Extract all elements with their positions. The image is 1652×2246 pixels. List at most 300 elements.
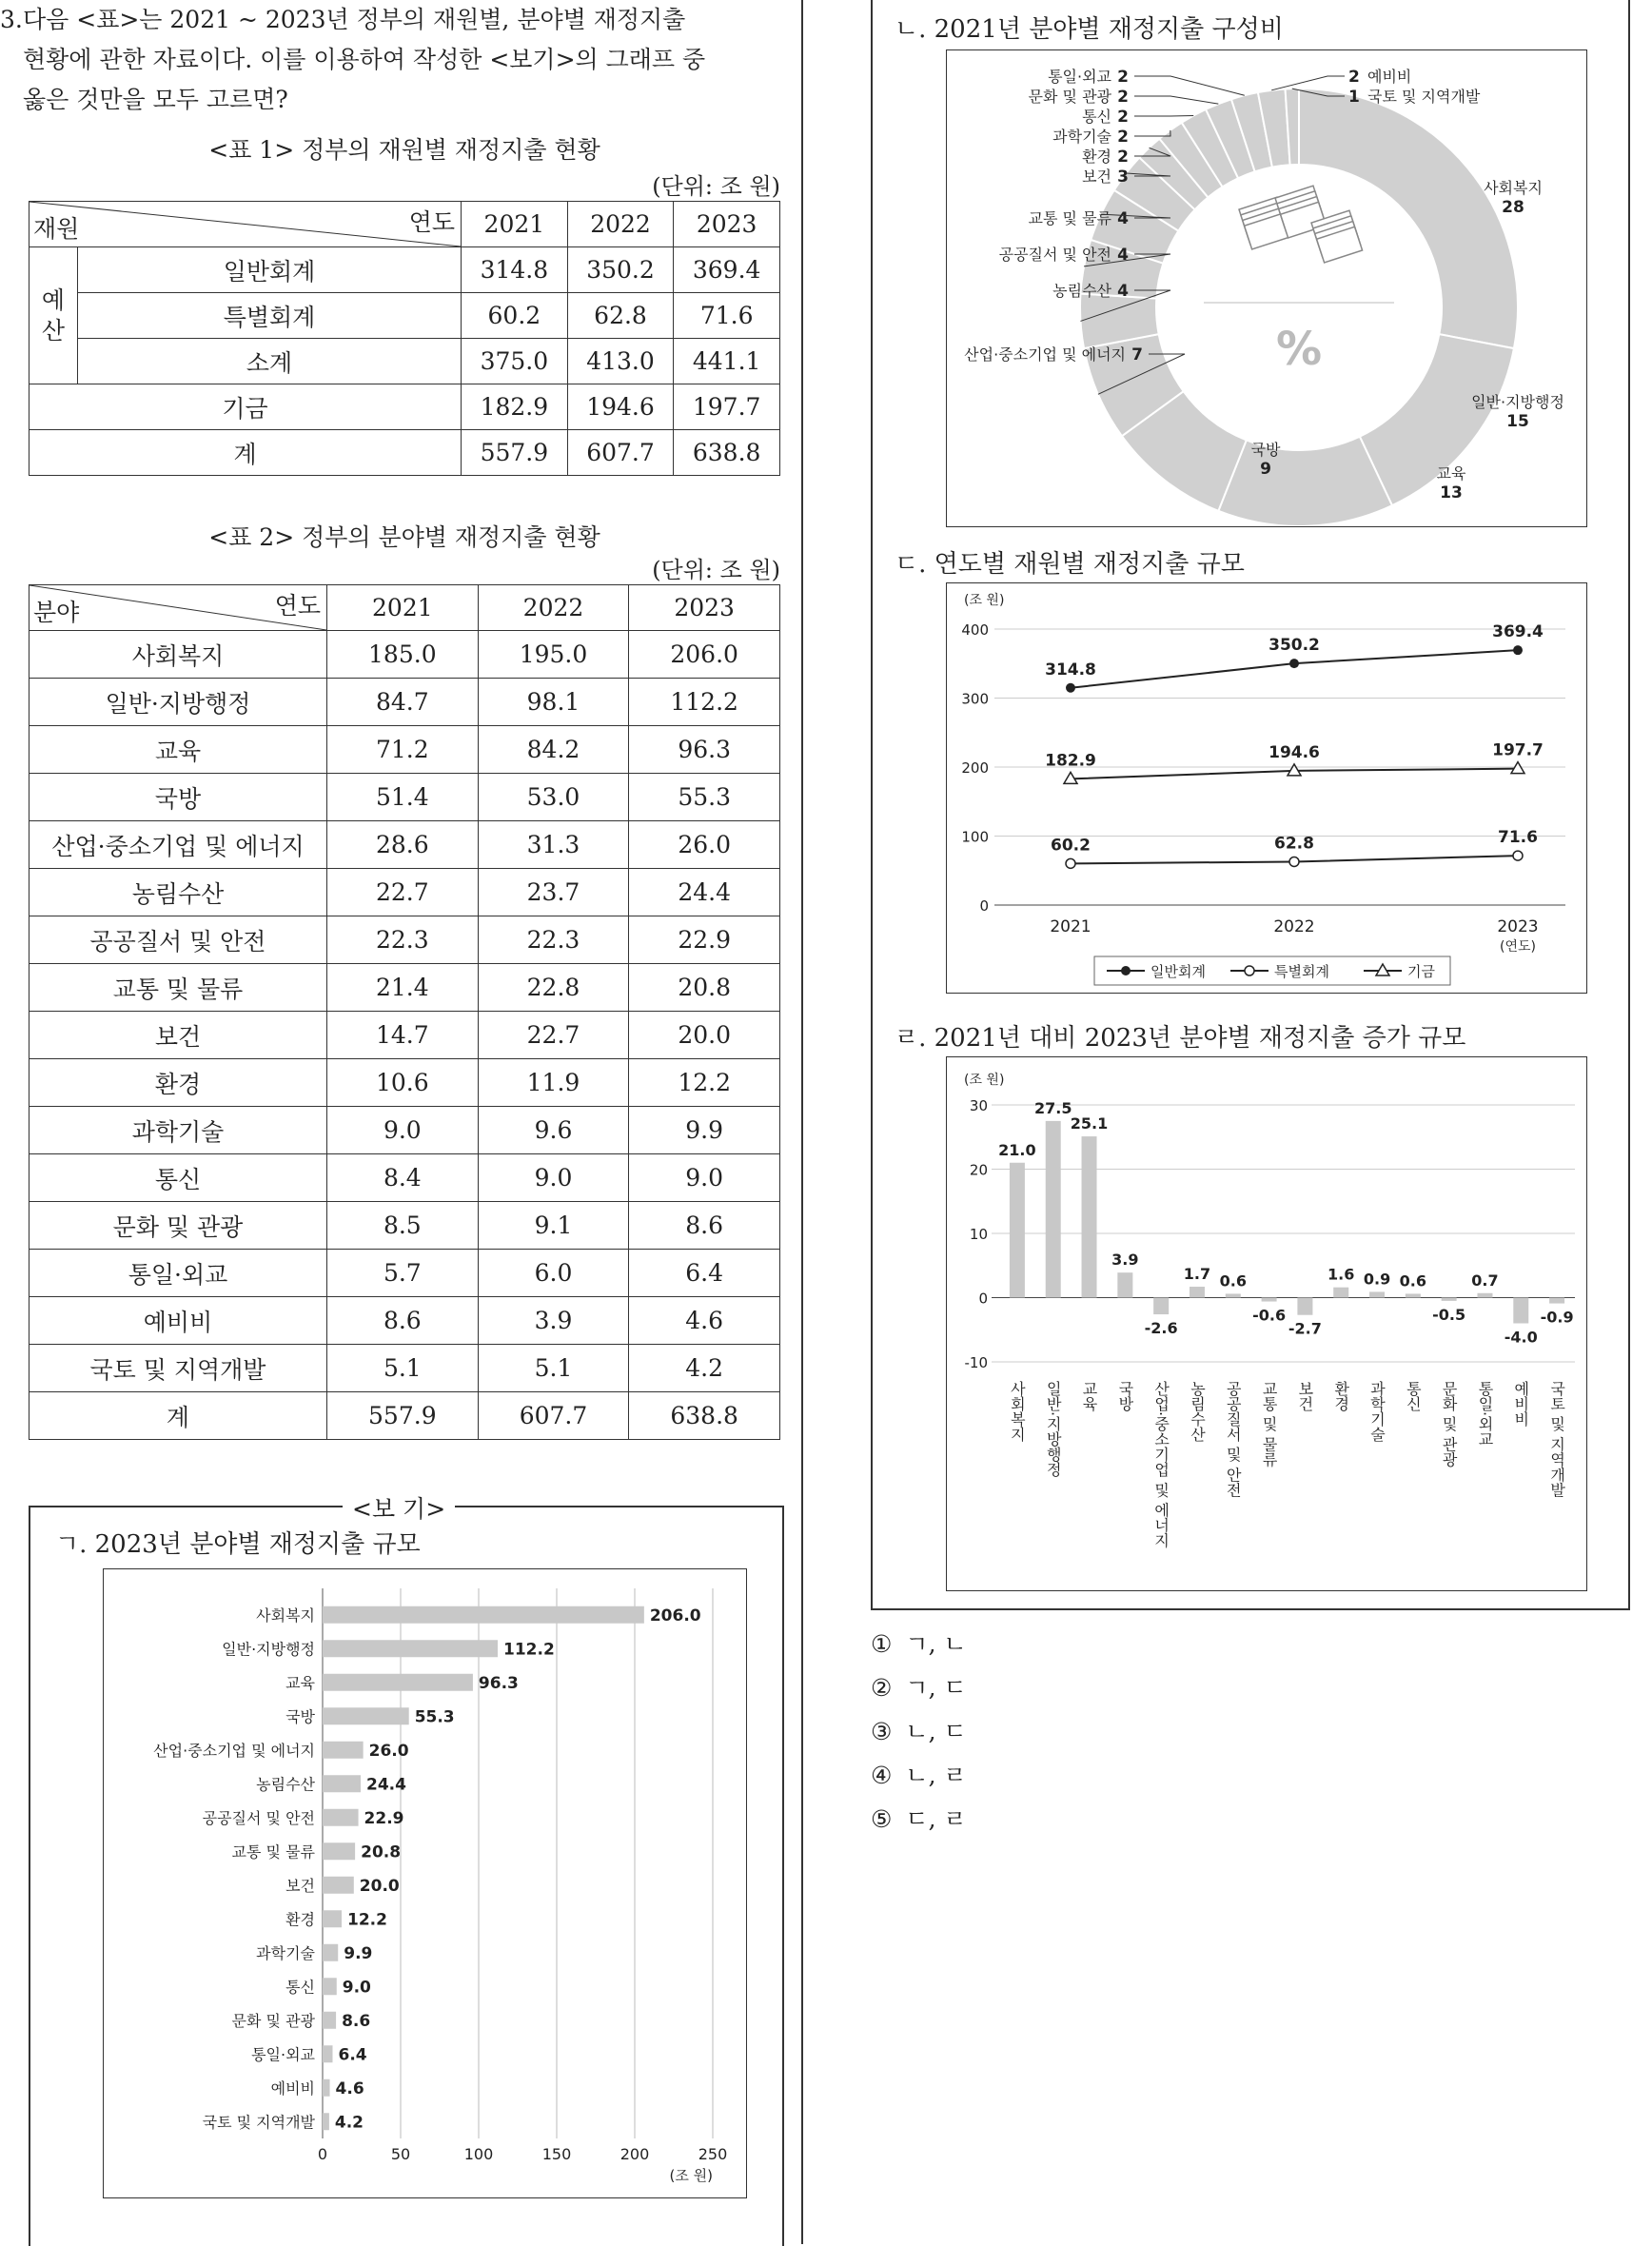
chart-c [947, 583, 1586, 993]
choice-mark: ④ [871, 1762, 893, 1789]
data-label: 4.2 [334, 2113, 364, 2133]
row-label: 일반·지방행정 [30, 679, 327, 726]
cell: 195.0 [478, 631, 629, 679]
cell: 314.8 [462, 247, 568, 293]
data-label: 12.2 [347, 1910, 387, 1930]
data-label: 1.6 [1328, 1265, 1355, 1284]
table2-year: 2022 [478, 585, 629, 631]
slice-label: 공공질서 및 안전 [998, 246, 1111, 264]
category-label: 농림수산 [1188, 1381, 1207, 1442]
bar [323, 1640, 498, 1657]
cell: 5.7 [327, 1250, 479, 1297]
choice-option[interactable] [871, 1666, 967, 1710]
row-label: 통일·외교 [30, 1250, 327, 1297]
slice-label: 문화 및 관광 [1028, 88, 1111, 106]
bar [323, 2045, 332, 2062]
bar [1190, 1287, 1205, 1297]
slice-label: 교육 [1436, 464, 1466, 483]
category-label: 예비비 [270, 2079, 315, 2098]
slice-value: 2 [1117, 108, 1129, 127]
category-label: 교통 및 물류 [231, 1842, 315, 1862]
category-label: 통일·외교 [251, 2045, 315, 2064]
slice-label: 사회복지 [1484, 179, 1543, 197]
data-label: 9.0 [342, 1978, 371, 1998]
table2-caption: <표 2> 정부의 분야별 재정지출 현황 [208, 523, 600, 551]
table-row [30, 726, 780, 774]
cell: 14.7 [327, 1012, 479, 1059]
row-label: 기금 [30, 384, 462, 430]
bar [1010, 1163, 1025, 1298]
row-label: 과학기술 [30, 1107, 327, 1154]
category-label: 통일·외교 [1475, 1381, 1494, 1448]
table-row [30, 1345, 780, 1392]
cell: 22.7 [478, 1012, 629, 1059]
point [1066, 858, 1075, 868]
cell: 8.6 [327, 1297, 479, 1345]
cell: 607.7 [567, 430, 674, 476]
cell: 638.8 [629, 1392, 780, 1440]
slice-value: 13 [1440, 483, 1463, 502]
slice-label: 산업·중소기업 및 에너지 [964, 345, 1126, 364]
question-text-line3: 옳은 것만을 모두 고르면? [23, 86, 288, 113]
y-tick-label: 10 [969, 1226, 988, 1243]
bar [1117, 1272, 1132, 1297]
choice-option[interactable] [871, 1710, 967, 1754]
table2-year: 2023 [629, 585, 780, 631]
question [0, 0, 790, 120]
choice-text: ㄱ, ㄷ [905, 1674, 967, 1702]
cell: 71.6 [674, 293, 780, 339]
chart-b-title: ㄴ. 2021년 분야별 재정지출 구성비 [895, 15, 1284, 44]
x-tick-label: 0 [317, 2145, 328, 2163]
cell: 9.6 [478, 1107, 629, 1154]
slice-label: 예비비 [1367, 68, 1412, 86]
cell: 53.0 [478, 774, 629, 821]
cell: 197.7 [674, 384, 780, 430]
category-label: 공공질서 및 안전 [202, 1808, 315, 1827]
bar [1153, 1298, 1169, 1315]
slice-label: 국방 [1250, 441, 1281, 459]
table1-caption: <표 1> 정부의 재원별 재정지출 현황 [208, 136, 600, 164]
cell: 96.3 [629, 726, 780, 774]
data-label: 0.6 [1399, 1271, 1427, 1290]
cell: 20.0 [629, 1012, 780, 1059]
data-label: 20.0 [359, 1876, 400, 1896]
cell: 8.4 [327, 1154, 479, 1202]
choice-text: ㄴ, ㄹ [905, 1762, 967, 1789]
cell: 22.3 [327, 916, 479, 964]
cell: 12.2 [629, 1059, 780, 1107]
cell: 22.9 [629, 916, 780, 964]
point [1511, 762, 1524, 774]
row-label: 계 [30, 430, 462, 476]
cell: 98.1 [478, 679, 629, 726]
cell: 9.0 [629, 1154, 780, 1202]
chart-c-frame [946, 582, 1587, 994]
cell: 84.2 [478, 726, 629, 774]
data-label: 71.6 [1498, 828, 1538, 848]
cell: 28.6 [327, 821, 479, 869]
category-label: 공공질서 및 안전 [1224, 1381, 1243, 1498]
data-label: 182.9 [1045, 751, 1096, 771]
category-label: 농림수산 [256, 1775, 315, 1794]
y-unit-label: (조 원) [964, 1073, 1005, 1088]
chart-b-frame [946, 49, 1587, 527]
cell: 557.9 [462, 430, 568, 476]
cell: 11.9 [478, 1059, 629, 1107]
table-row [30, 679, 780, 726]
cell: 21.4 [327, 964, 479, 1012]
y-tick-label: 400 [961, 621, 989, 639]
category-label: 일반·지방행정 [222, 1640, 315, 1659]
cell: 9.9 [629, 1107, 780, 1154]
cell: 4.6 [629, 1297, 780, 1345]
table2 [29, 584, 780, 1440]
cell: 350.2 [567, 247, 674, 293]
data-label: 0.7 [1471, 1271, 1499, 1290]
cell: 8.5 [327, 1202, 479, 1250]
point [1289, 659, 1299, 668]
y-unit-label: (조 원) [964, 593, 1005, 608]
row-label: 소계 [78, 339, 462, 384]
cell: 9.1 [478, 1202, 629, 1250]
leader-line [1134, 96, 1218, 104]
data-label: 55.3 [414, 1707, 455, 1727]
cell: 441.1 [674, 339, 780, 384]
cell: 71.2 [327, 726, 479, 774]
chart-b [947, 50, 1586, 526]
legend [1094, 956, 1450, 985]
table-row [30, 916, 780, 964]
table-row [30, 1392, 780, 1440]
cell: 20.8 [629, 964, 780, 1012]
data-label: 112.2 [503, 1640, 555, 1660]
category-label: 산업·중소기업 및 에너지 [1151, 1381, 1170, 1548]
bar [1333, 1288, 1348, 1298]
category-label: 보건 [1295, 1381, 1314, 1411]
table-row [30, 339, 780, 384]
slice-value: 1 [1348, 88, 1360, 107]
cell: 22.7 [327, 869, 479, 916]
cell: 369.4 [674, 247, 780, 293]
category-label: 국방 [285, 1707, 315, 1726]
table2-unit: (단위: 조 원) [652, 557, 780, 583]
slice-label: 보건 [1082, 167, 1111, 186]
choice-text: ㄴ, ㄷ [905, 1718, 967, 1745]
cell: 557.9 [327, 1392, 479, 1440]
choice-option[interactable] [871, 1623, 967, 1666]
data-label: 26.0 [368, 1741, 409, 1761]
table-row [30, 821, 780, 869]
table2-corner-top: 연도 [274, 592, 321, 620]
category-label: 문화 및 관광 [1440, 1381, 1459, 1468]
row-label: 통신 [30, 1154, 327, 1202]
cell: 413.0 [567, 339, 674, 384]
data-label: -4.0 [1504, 1328, 1538, 1347]
cell: 62.8 [567, 293, 674, 339]
row-label: 문화 및 관광 [30, 1202, 327, 1250]
y-tick-label: 20 [969, 1161, 988, 1179]
cell: 23.7 [478, 869, 629, 916]
table-row [30, 774, 780, 821]
row-label: 예비비 [30, 1297, 327, 1345]
table1-corner-bottom: 재원 [33, 215, 80, 243]
bar [323, 1842, 355, 1860]
data-label: 20.8 [361, 1842, 402, 1862]
bar [1297, 1298, 1312, 1315]
table-row [30, 430, 780, 476]
data-label: 96.3 [478, 1673, 519, 1693]
data-label: -0.5 [1432, 1305, 1466, 1324]
data-label: -2.6 [1144, 1319, 1178, 1338]
choice-text: ㄱ, ㄴ [905, 1630, 967, 1658]
y-tick-label: 200 [961, 759, 989, 777]
category-label: 국방 [1115, 1381, 1134, 1411]
x-tick-label: 250 [698, 2145, 728, 2163]
slice-value: 15 [1506, 412, 1529, 431]
data-label: -2.7 [1288, 1319, 1322, 1338]
choice-mark: ③ [871, 1718, 893, 1745]
category-label: 교육 [285, 1673, 315, 1692]
money-stack-icon [1239, 186, 1363, 263]
bar [1369, 1291, 1385, 1297]
cell: 51.4 [327, 774, 479, 821]
bar [1477, 1293, 1492, 1298]
data-label: 60.2 [1051, 836, 1091, 856]
slice-value: 7 [1131, 345, 1143, 364]
cell: 55.3 [629, 774, 780, 821]
table2-corner [30, 585, 327, 631]
cell: 84.7 [327, 679, 479, 726]
choice-option[interactable] [871, 1754, 967, 1798]
bar [323, 1809, 359, 1826]
question-text-line2: 현황에 관한 자료이다. 이를 이용하여 작성한 <보기>의 그래프 중 [23, 46, 706, 73]
slice-label: 통신 [1082, 108, 1111, 126]
cell: 9.0 [327, 1107, 479, 1154]
row-label: 사회복지 [30, 631, 327, 679]
category-label: 산업·중소기업 및 에너지 [153, 1741, 315, 1760]
bar [323, 1674, 473, 1691]
cell: 10.6 [327, 1059, 479, 1107]
bar [323, 1944, 338, 1961]
bar [1226, 1293, 1241, 1297]
cell: 206.0 [629, 631, 780, 679]
data-label: 6.4 [338, 2045, 367, 2065]
category-label: 과학기술 [1367, 1381, 1386, 1442]
chart-d [947, 1057, 1586, 1590]
slice-value: 3 [1117, 167, 1129, 187]
x-unit-label: (연도) [1500, 939, 1536, 955]
category-label: 사회복지 [256, 1606, 315, 1625]
table2-year: 2021 [327, 585, 479, 631]
data-label: -0.9 [1540, 1308, 1574, 1327]
column-divider [801, 0, 803, 2244]
table2-corner-bottom: 분야 [33, 599, 80, 626]
table-row [30, 1059, 780, 1107]
cell: 5.1 [478, 1345, 629, 1392]
table-row [30, 631, 780, 679]
chart-a-title: ㄱ. 2023년 분야별 재정지출 규모 [55, 1530, 421, 1559]
legend-label: 일반회계 [1150, 963, 1206, 980]
table1-year: 2023 [674, 202, 780, 247]
legend-marker [1121, 966, 1131, 975]
data-label: 0.6 [1219, 1271, 1247, 1290]
chart-d-title: ㄹ. 2021년 대비 2023년 분야별 재정지출 증가 규모 [895, 1024, 1466, 1053]
category-label: 사회복지 [1008, 1381, 1027, 1442]
table-row [30, 964, 780, 1012]
question-text-line1: 다음 <표>는 2021 ~ 2023년 정부의 재원별, 분야별 재정지출 [23, 6, 686, 33]
slice-label: 과학기술 [1052, 128, 1111, 146]
leader-line [1134, 76, 1245, 95]
point [1066, 683, 1075, 693]
data-label: -0.6 [1252, 1306, 1287, 1325]
y-tick-label: -10 [964, 1354, 988, 1371]
table-row [30, 1154, 780, 1202]
slice-value: 4 [1117, 209, 1129, 228]
x-tick-label: 150 [541, 2145, 572, 2163]
center-label: % [1275, 323, 1323, 376]
cell: 31.3 [478, 821, 629, 869]
cell: 6.4 [629, 1250, 780, 1297]
choice-option[interactable] [871, 1798, 967, 1842]
slice-value: 2 [1117, 128, 1129, 147]
data-label: 369.4 [1492, 622, 1544, 642]
bar [1549, 1298, 1564, 1304]
row-label: 공공질서 및 안전 [30, 916, 327, 964]
bar [1406, 1293, 1421, 1297]
slice-label: 일반·지방행정 [1471, 393, 1564, 411]
table-row [30, 1202, 780, 1250]
slice-value: 28 [1502, 198, 1524, 217]
category-label: 국토 및 지역개발 [1547, 1381, 1566, 1498]
slice-value: 4 [1117, 282, 1129, 301]
table1-unit: (단위: 조 원) [652, 173, 780, 200]
category-label: 통신 [285, 1978, 315, 1997]
data-label: 206.0 [649, 1606, 701, 1625]
chart-d-frame [946, 1056, 1587, 1591]
bar [323, 1742, 364, 1759]
x-tick-label: 200 [620, 2145, 650, 2163]
choice-text: ㄷ, ㄹ [905, 1805, 967, 1833]
row-label: 교통 및 물류 [30, 964, 327, 1012]
slice-label: 교통 및 물류 [1028, 209, 1111, 227]
x-unit-label: (조 원) [669, 2167, 713, 2184]
data-label: 3.9 [1111, 1251, 1139, 1270]
question-number: 3. [0, 6, 23, 33]
row-label: 국토 및 지역개발 [30, 1345, 327, 1392]
cell: 638.8 [674, 430, 780, 476]
y-tick-label: 300 [961, 690, 989, 708]
table1-year: 2022 [567, 202, 674, 247]
x-tick-label: 2023 [1497, 917, 1539, 936]
slice-label: 농림수산 [1052, 282, 1111, 300]
cell: 185.0 [327, 631, 479, 679]
pie-slice [1218, 437, 1392, 526]
bogi-title: <보 기> [343, 1490, 455, 1525]
row-label: 계 [30, 1392, 327, 1440]
table-row [30, 869, 780, 916]
cell: 375.0 [462, 339, 568, 384]
leader-line [1134, 115, 1193, 116]
bar [1046, 1121, 1061, 1298]
category-label: 교통 및 물류 [1260, 1381, 1279, 1468]
cell: 26.0 [629, 821, 780, 869]
table-row [30, 1250, 780, 1297]
slice-value: 2 [1117, 68, 1129, 87]
data-label: 4.6 [335, 2079, 364, 2098]
bar [323, 1877, 354, 1894]
bar [323, 1910, 342, 1927]
category-label: 예비비 [1511, 1381, 1530, 1427]
bar [1442, 1298, 1457, 1301]
legend-label: 기금 [1407, 963, 1435, 980]
legend-label: 특별회계 [1274, 963, 1329, 980]
bar [323, 2012, 336, 2029]
table-row [30, 1297, 780, 1345]
data-label: 194.6 [1268, 742, 1320, 762]
table1 [29, 201, 780, 476]
row-label: 환경 [30, 1059, 327, 1107]
x-tick-label: 2022 [1273, 917, 1315, 936]
y-tick-label: 30 [969, 1097, 988, 1114]
category-label: 보건 [285, 1876, 315, 1895]
cell: 60.2 [462, 293, 568, 339]
data-label: 25.1 [1070, 1114, 1109, 1133]
point [1513, 645, 1523, 655]
chart-a [104, 1569, 746, 2197]
data-label: 62.8 [1274, 834, 1314, 854]
category-label: 문화 및 관광 [231, 2011, 315, 2030]
cell: 182.9 [462, 384, 568, 430]
row-label: 국방 [30, 774, 327, 821]
choice-mark: ① [871, 1630, 893, 1658]
group-label-text: 예산 [41, 286, 66, 345]
category-label: 국토 및 지역개발 [202, 2113, 315, 2132]
row-label: 특별회계 [78, 293, 462, 339]
table1-year: 2021 [462, 202, 568, 247]
row-label: 산업·중소기업 및 에너지 [30, 821, 327, 869]
data-label: 9.9 [344, 1943, 373, 1963]
y-tick-label: 100 [961, 828, 989, 846]
row-label: 보건 [30, 1012, 327, 1059]
cell: 9.0 [478, 1154, 629, 1202]
slice-label: 환경 [1082, 148, 1111, 166]
cell: 22.8 [478, 964, 629, 1012]
table-row [30, 247, 780, 293]
category-label: 교육 [1080, 1381, 1099, 1411]
data-label: 1.7 [1183, 1265, 1211, 1284]
data-label: 350.2 [1268, 636, 1320, 656]
row-label: 교육 [30, 726, 327, 774]
category-label: 환경 [1331, 1381, 1350, 1411]
bar [1262, 1298, 1277, 1302]
data-label: 27.5 [1033, 1098, 1072, 1117]
bar [1082, 1136, 1097, 1297]
table-row [30, 384, 780, 430]
cell: 8.6 [629, 1202, 780, 1250]
cell: 22.3 [478, 916, 629, 964]
slice-value: 2 [1117, 88, 1129, 107]
choice-mark: ② [871, 1674, 893, 1702]
data-label: 24.4 [366, 1775, 406, 1795]
data-label: 8.6 [342, 2011, 371, 2031]
slice-label: 국토 및 지역개발 [1367, 88, 1481, 106]
table-row [30, 1107, 780, 1154]
data-label: 0.9 [1363, 1270, 1391, 1289]
chart-a-frame [103, 1568, 747, 2198]
chart-c-title: ㄷ. 연도별 재원별 재정지출 규모 [895, 550, 1245, 579]
category-label: 환경 [285, 1910, 315, 1929]
